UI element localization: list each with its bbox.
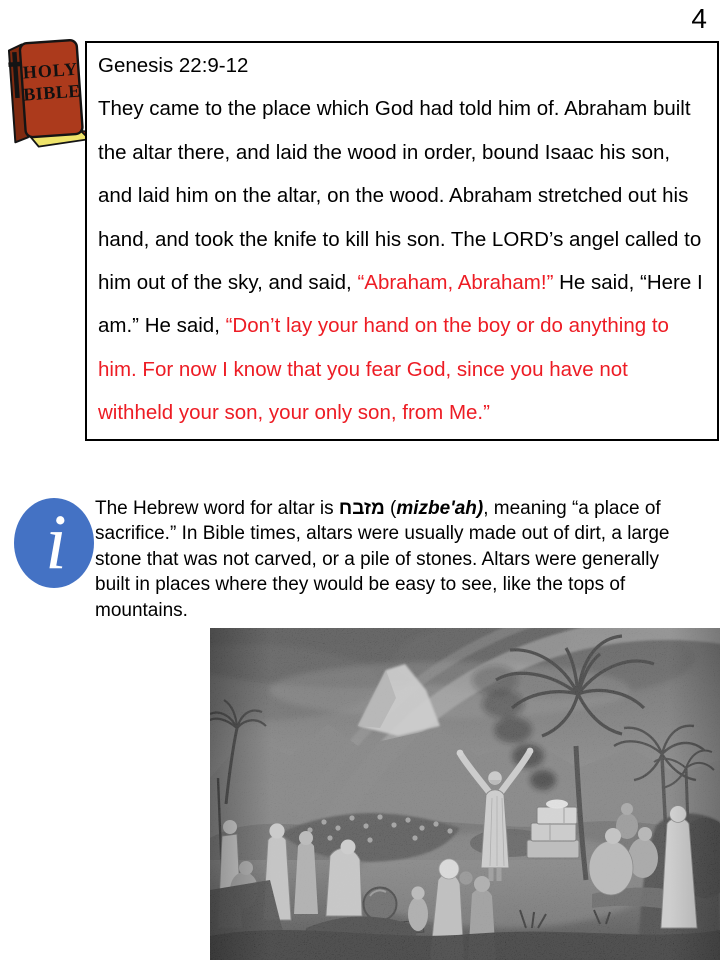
altar-engraving-image [210, 628, 720, 960]
bible-title-line1: HOLY [22, 58, 79, 83]
scripture-body [98, 87, 705, 434]
transliteration: mizbe'ah) [396, 498, 484, 519]
holy-bible-icon [2, 35, 90, 151]
bible-title-line2: BIBLE [22, 80, 82, 105]
scripture-segment: He said, “Here I am.” He said, [98, 271, 703, 338]
scripture-segment-red: “Abraham, Abraham!” [357, 271, 554, 295]
paren: ( [384, 498, 397, 519]
float-spacer [695, 496, 696, 598]
scripture-text-box [85, 41, 719, 441]
hebrew-word: מזבח [338, 498, 385, 519]
info-icon [12, 495, 96, 591]
scripture-segment-red: “Don’t lay your hand on the boy or do anything to him. For now I know that you fear God, since you have not withheld your son, your only son, from Me.” [98, 314, 669, 425]
scripture-segment: They came to the place which God had told him of. Abraham built the altar there, and laid the wood in order, bound Isaac his son, and laid him on the altar, on the wood. Abraham stretched out his hand, and took the knife to kill his son. The LORD’s angel called to him out of the sky, and said, [98, 97, 702, 295]
info-icon-glyph: i [45, 498, 67, 585]
info-text-after: , meaning “a place of sacrifice.” In Bible times, altars were usually made out of dirt, a large stone that was not carved, or a pile of stones. Altars were generally built in places where they would be easy to see, like the tops of mountains. [95, 498, 670, 621]
info-text-before: The Hebrew word for altar is [95, 498, 339, 519]
page-number: 4 [691, 3, 707, 34]
scripture-reference: Genesis 22:9-12 [98, 54, 249, 77]
